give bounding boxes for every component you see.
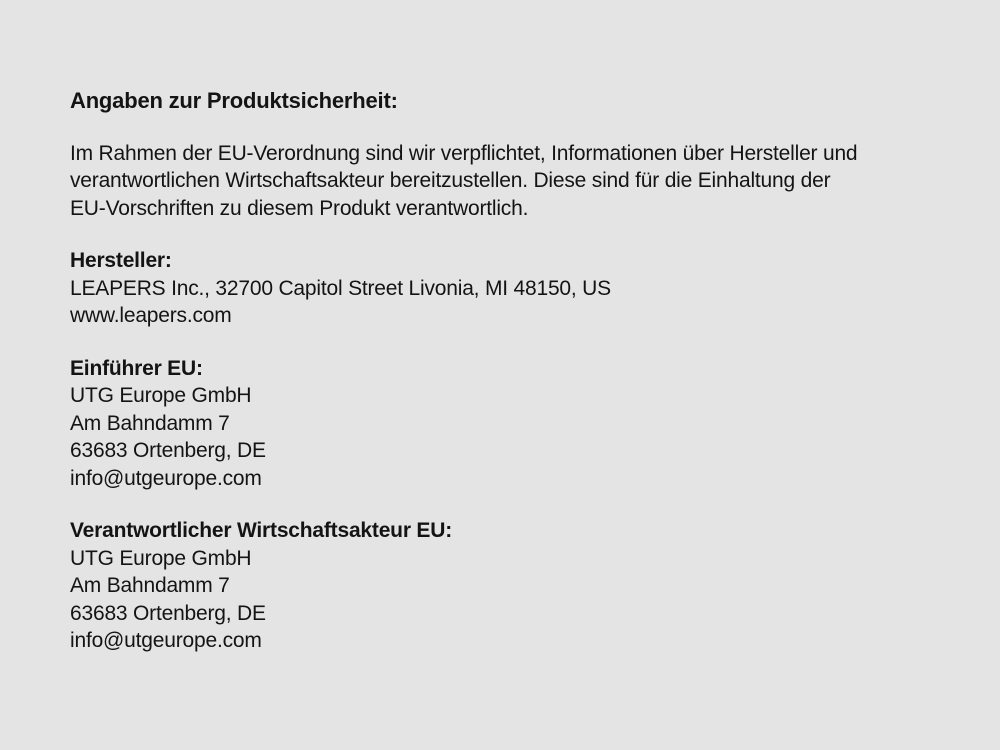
importer-street-line: Am Bahndamm 7 [70,411,230,435]
intro-line: EU-Vorschriften zu diesem Produkt verantwortlich. [70,196,529,220]
intro-line: Im Rahmen der EU-Verordnung sind wir verpflichtet, Informationen über Hersteller und [70,141,858,165]
importer-city-line: 63683 Ortenberg, DE [70,439,266,462]
section-verantwortlicher-wirtschaftsakteur-eu [70,517,940,655]
importer-email-line: info@utgeurope.com [70,466,262,490]
manufacturer-website: www.leapers.com [70,304,232,327]
notice-title: Angaben zur Produktsicherheit: [70,88,398,113]
product-safety-notice [70,87,940,655]
economic-operator-email-line: info@utgeurope.com [70,629,262,652]
section-heading-hersteller: Hersteller: [70,249,172,272]
intro-paragraph [70,140,940,223]
section-einfuehrer-eu [70,355,940,493]
economic-operator-company-line: UTG Europe GmbH [70,546,252,570]
section-hersteller [70,247,940,330]
importer-company-line: UTG Europe GmbH [70,384,252,407]
economic-operator-city-line: 63683 Ortenberg, DE [70,601,266,625]
section-heading-wirtschaftsakteur-eu: Verantwortlicher Wirtschaftsakteur EU: [70,519,452,542]
section-heading-einfuehrer-eu: Einführer EU: [70,356,203,380]
intro-line: verantwortlichen Wirtschaftsakteur bereitzustellen. Diese sind für die Einhaltung der [70,169,831,192]
economic-operator-street-line: Am Bahndamm 7 [70,574,230,597]
manufacturer-address-line: LEAPERS Inc., 32700 Capitol Street Livonia, MI 48150, US [70,276,611,300]
